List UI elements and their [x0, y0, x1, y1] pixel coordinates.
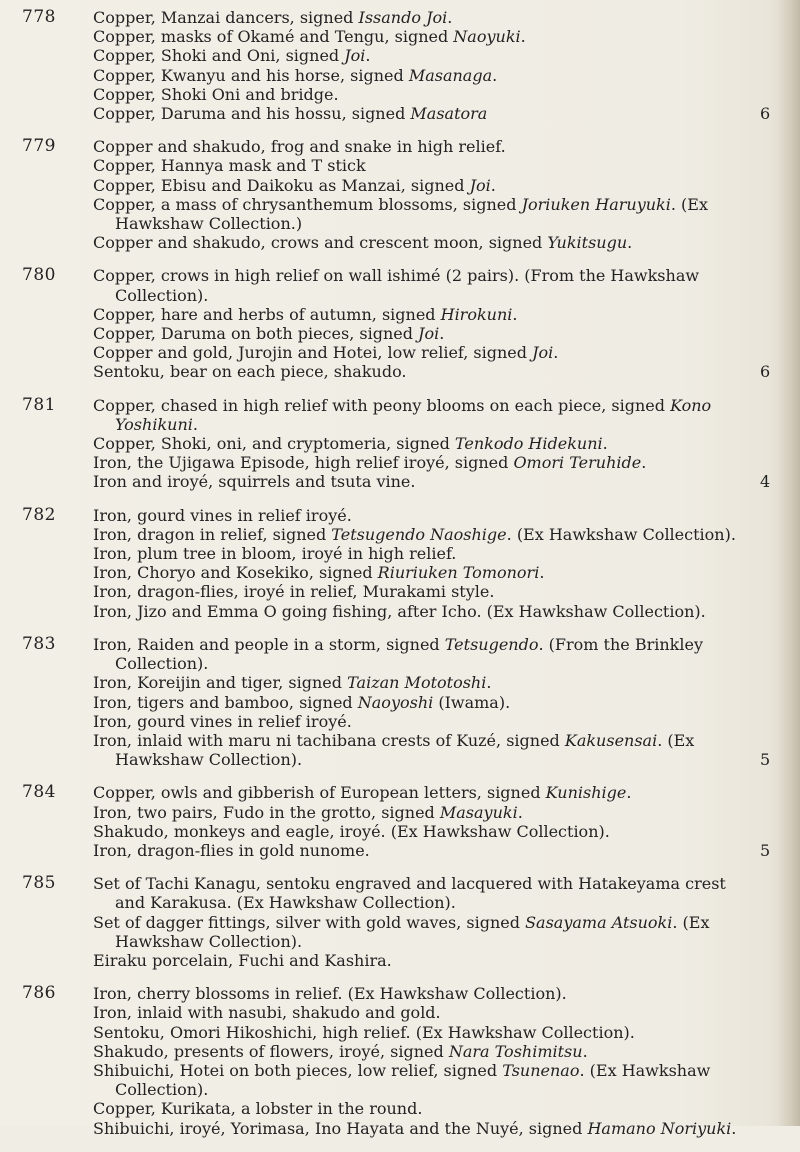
- entry-note: .: [447, 8, 453, 27]
- lot-entry: [93, 1119, 782, 1138]
- lot-entry: [93, 563, 782, 582]
- lot-number: 784: [22, 782, 56, 803]
- lot-entries: [93, 984, 782, 1138]
- entry-description: Copper, Kwanyu and his horse, signed: [93, 65, 409, 85]
- entry-signature: Riuriuken Tomonori: [377, 563, 540, 583]
- entry-signature: Hamano Noriyuki: [587, 1118, 732, 1138]
- entry-note: .: [439, 324, 445, 344]
- lot-778: [22, 8, 782, 123]
- lot-785: [22, 874, 782, 970]
- lot-entry: [93, 195, 782, 233]
- entry-signature: Joi: [469, 175, 491, 195]
- lot-entry: [93, 783, 782, 802]
- entry-signature: Yukitsugu: [547, 233, 628, 253]
- entry-description: Iron, inlaid with maru ni tachibana crests of Kuzé, signed: [93, 730, 565, 750]
- entry-description: Copper, masks of Okamé and Tengu, signed: [93, 27, 454, 47]
- lot-entries: [93, 635, 782, 769]
- entry-signature: Masanaga: [408, 65, 493, 85]
- entry-description: Copper, Ebisu and Daikoku as Manzai, signed: [93, 175, 470, 195]
- lot-entry: Iron, inlaid with maru ni tachibana crests of Kuzé, signed Kakusensai. (Ex Hawkshaw Collection). 5: [93, 730, 771, 770]
- lot-entry: [93, 324, 782, 343]
- lot-entry: [93, 673, 782, 692]
- entry-description: Eiraku porcelain, Fuchi and Kashira.: [93, 950, 392, 970]
- lot-entry: [93, 8, 782, 27]
- entry-signature: Kakusensai: [564, 730, 658, 750]
- entry-description: Set of Tachi Kanagu, sentoku engraved and lacquered with Hatakeyama crest and Karakusa. (Ex Hawkshaw Collection).: [93, 874, 726, 913]
- lot-782: [22, 506, 782, 621]
- entry-description: Iron and iroyé, squirrels and tsuta vine.: [93, 472, 416, 492]
- entry-signature: Sasayama Atsuoki: [525, 912, 673, 932]
- lot-781: [22, 396, 782, 492]
- entry-description: Copper and shakudo, frog and snake in high relief.: [93, 137, 506, 157]
- lot-entry: [93, 544, 782, 563]
- lot-list: [22, 8, 782, 1152]
- lot-entry: [93, 582, 782, 601]
- entry-description: Iron, the Ujigawa Episode, high relief iroyé, signed: [93, 453, 514, 473]
- lot-entry: [93, 874, 782, 912]
- entry-signature: Kunishige: [545, 783, 627, 803]
- entry-note: . (Ex Hawkshaw Collection).: [506, 524, 736, 544]
- lot-entry: [93, 951, 782, 970]
- lot-number: 780: [22, 265, 56, 286]
- lot-entry: [93, 1003, 782, 1022]
- entry-description: Copper, Shoki Oni and bridge.: [93, 84, 339, 104]
- lot-entry: [93, 602, 782, 621]
- lot-entry: [93, 266, 782, 304]
- entry-description: Copper, a mass of chrysanthemum blossoms, signed: [93, 194, 522, 214]
- entry-signature: Tenkodo Hidekuni: [454, 434, 603, 454]
- lot-entries: [93, 783, 782, 860]
- entry-note: . (Ex Hawkshaw Collection).: [115, 730, 695, 770]
- entry-signature: Naoyoshi: [357, 692, 434, 712]
- lot-entry: [93, 137, 782, 156]
- entry-note: .: [512, 304, 518, 324]
- lot-number: 782: [22, 504, 56, 525]
- lot-entry: [93, 1061, 782, 1099]
- entry-description: Iron, dragon in relief, signed: [93, 524, 332, 544]
- entry-note: . (From the Brinkley Collection).: [115, 634, 703, 674]
- entry-signature: Joriuken Haruyuki: [521, 194, 671, 214]
- lot-entry: [93, 822, 782, 841]
- entry-signature: Tetsugendo Naoshige: [331, 524, 507, 544]
- entry-description: Iron, dragon-flies, iroyé in relief, Murakami style.: [93, 582, 495, 602]
- entry-signature: Tetsugendo: [444, 634, 539, 654]
- lot-number: 778: [22, 7, 56, 27]
- entry-description: Copper, Shoki, oni, and cryptomeria, signed: [93, 434, 455, 454]
- entry-description: Copper, crows in high relief on wall ishimé (2 pairs). (From the Hawkshaw Collection).: [93, 266, 700, 305]
- lot-784: [22, 783, 782, 860]
- lot-entry: [93, 343, 782, 362]
- entry-signature: Kono Yoshikuni: [115, 395, 712, 434]
- lot-entry: [93, 712, 782, 731]
- entry-signature: Naoyuki: [453, 27, 521, 47]
- entry-description: Shibuichi, Hotei on both pieces, low relief, signed: [93, 1060, 503, 1080]
- entry-description: Copper, owls and gibberish of European letters, signed: [93, 783, 546, 803]
- entry-description: Iron, cherry blossoms in relief. (Ex Hawkshaw Collection).: [93, 984, 567, 1004]
- lot-entry: [93, 434, 782, 453]
- entry-description: Copper and gold, Jurojin and Hotei, low relief, signed: [93, 343, 533, 363]
- entry-description: Iron, inlaid with nasubi, shakudo and gold.: [93, 1003, 441, 1023]
- lot-entry: [93, 984, 782, 1003]
- lot-number: 779: [22, 136, 56, 157]
- lot-entry: Iron and iroyé, squirrels and tsuta vine. 4: [93, 472, 771, 492]
- entry-description: Iron, gourd vines in relief iroyé.: [93, 711, 352, 731]
- entry-signature: Taizan Mototoshi: [347, 673, 487, 693]
- entry-description: Iron, Raiden and people in a storm, signed: [93, 634, 445, 654]
- lot-entry: [93, 305, 782, 324]
- entry-signature: Omori Teruhide: [513, 453, 642, 473]
- entry-description: Set of dagger fittings, silver with gold waves, signed: [93, 912, 526, 932]
- entry-signature: Masatora: [410, 104, 488, 124]
- entry-description: Iron, Koreijin and tiger, signed: [93, 673, 348, 693]
- entry-note: .: [486, 673, 492, 693]
- lot-entry: [93, 233, 782, 252]
- lot-entry: [93, 85, 782, 104]
- entry-description: Shakudo, presents of flowers, iroyé, signed: [93, 1041, 449, 1061]
- lot-entries: [93, 506, 782, 621]
- lot-entry: [93, 396, 782, 434]
- lot-entry: [93, 66, 782, 85]
- entry-note: . (Ex Hawkshaw Collection).: [115, 912, 710, 951]
- entry-signature: Joi: [532, 343, 554, 363]
- entry-signature: Joi: [344, 46, 366, 66]
- entry-description: Shibuichi, iroyé, Yorimasa, Ino Hayata and the Nuyé, signed: [93, 1118, 588, 1138]
- lot-entry: Iron, dragon-flies in gold nunome. 5: [93, 840, 771, 860]
- lot-entry: [93, 913, 782, 951]
- entry-signature: Nara Toshimitsu: [448, 1041, 583, 1061]
- entry-description: Sentoku, Omori Hikoshichi, high relief. (Ex Hawkshaw Collection).: [93, 1022, 635, 1042]
- entry-description: Copper, chased in high relief with peony blooms on each piece, signed: [93, 395, 671, 415]
- entry-description: Copper, Daruma and his hossu, signed: [93, 104, 411, 124]
- entry-description: Iron, gourd vines in relief iroyé.: [93, 505, 352, 525]
- lot-number: 783: [22, 633, 56, 654]
- entry-signature: Issando Joi: [358, 8, 448, 27]
- entry-note: .: [520, 27, 526, 47]
- entry-note: (Iwama).: [433, 692, 511, 712]
- lot-entries: [93, 137, 782, 252]
- entry-note: .: [192, 414, 198, 434]
- entry-description: Copper, Manzai dancers, signed: [93, 8, 359, 27]
- entry-description: Iron, dragon-flies in gold nunome.: [93, 840, 370, 860]
- lot-number: 781: [22, 394, 56, 415]
- entry-description: Copper, Daruma on both pieces, signed: [93, 324, 419, 344]
- entry-note: .: [553, 343, 559, 363]
- lot-entries: [93, 266, 782, 381]
- lot-entry: [93, 156, 782, 175]
- lot-number: 786: [22, 983, 56, 1004]
- lot-entries: [93, 8, 782, 123]
- entry-description: Shakudo, monkeys and eagle, iroyé. (Ex Hawkshaw Collection).: [93, 821, 610, 841]
- lot-entry: [93, 525, 782, 544]
- entry-note: .: [517, 802, 523, 822]
- entry-description: Copper, Shoki and Oni, signed: [93, 46, 345, 66]
- lot-entry: [93, 46, 782, 65]
- entry-note: . (Ex Hawkshaw Collection.): [115, 194, 708, 234]
- lot-entry: [93, 27, 782, 46]
- lot-entry: Sentoku, bear on each piece, shakudo. 6: [93, 362, 771, 382]
- entry-note: .: [731, 1118, 737, 1138]
- entry-description: Iron, tigers and bamboo, signed: [93, 692, 358, 712]
- entry-description: Iron, two pairs, Fudo in the grotto, signed: [93, 802, 440, 822]
- lot-783: [22, 635, 782, 769]
- entry-signature: Joi: [418, 324, 440, 344]
- entry-description: Copper, hare and herbs of autumn, signed: [93, 304, 441, 324]
- entry-note: .: [626, 783, 632, 803]
- lot-entry: [93, 635, 782, 673]
- lot-entry: [93, 506, 782, 525]
- lot-entry: [93, 453, 782, 472]
- entry-note: .: [641, 453, 647, 473]
- entry-description: Copper and shakudo, crows and crescent moon, signed: [93, 233, 548, 253]
- lot-entry: [93, 176, 782, 195]
- entry-description: Sentoku, bear on each piece, shakudo.: [93, 362, 407, 382]
- lot-779: [22, 137, 782, 252]
- lot-number: 785: [22, 873, 56, 894]
- lot-entry: [93, 1023, 782, 1042]
- entry-description: Iron, Jizo and Emma O going fishing, after Icho. (Ex Hawkshaw Collection).: [93, 601, 706, 621]
- entry-description: Iron, Choryo and Kosekiko, signed: [93, 563, 378, 583]
- lot-entry: [93, 1042, 782, 1061]
- lot-entry: [93, 693, 782, 712]
- entry-signature: Masayuki: [439, 802, 518, 822]
- entry-signature: Tsunenao: [502, 1060, 580, 1080]
- entry-description: Copper, Hannya mask and T stick: [93, 156, 366, 176]
- entry-note: .: [492, 65, 498, 85]
- entry-note: .: [365, 46, 371, 66]
- entry-note: .: [602, 434, 608, 454]
- entry-description: Copper, Kurikata, a lobster in the round.: [93, 1099, 423, 1119]
- lot-entry: [93, 1099, 782, 1118]
- entry-note: . (Ex Hawkshaw Collection).: [115, 1060, 711, 1100]
- lot-780: [22, 266, 782, 381]
- entry-note: .: [627, 233, 633, 253]
- entry-signature: Hirokuni: [440, 304, 513, 324]
- lot-entry: Copper, Daruma and his hossu, signed Masatora 6: [93, 104, 771, 124]
- lot-786: [22, 984, 782, 1138]
- lot-entries: [93, 396, 782, 492]
- lot-entries: [93, 874, 782, 970]
- lot-entry: [93, 803, 782, 822]
- entry-note: .: [490, 175, 496, 195]
- entry-note: .: [582, 1041, 588, 1061]
- entry-description: Iron, plum tree in bloom, iroyé in high relief.: [93, 544, 457, 564]
- entry-note: .: [539, 563, 545, 583]
